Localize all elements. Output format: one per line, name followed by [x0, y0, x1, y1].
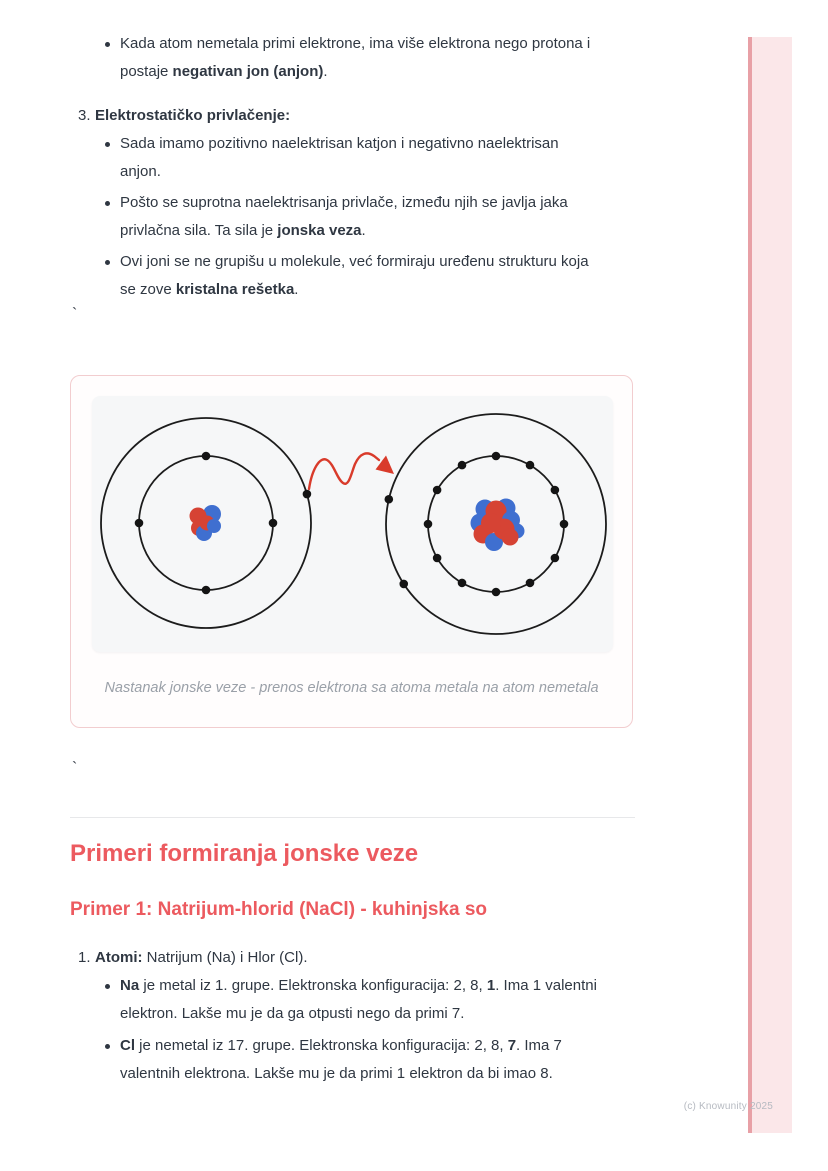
numbered-item-heading	[70, 944, 635, 972]
nonmetal-atom-electron	[458, 461, 467, 470]
subsection-heading: Primer 1: Natrijum-hlorid (NaCl) - kuhinjska so	[70, 899, 488, 920]
list-item	[70, 189, 635, 245]
numbered-item-1	[70, 944, 635, 1088]
bullet-dot-icon	[105, 201, 110, 206]
nonmetal-atom-electron	[433, 554, 442, 563]
metal-atom-electron	[202, 586, 211, 595]
nonmetal-atom-nucleus-particle	[481, 513, 501, 533]
bullet-dot-icon	[105, 42, 110, 47]
stray-backtick: `	[72, 306, 78, 323]
section-divider	[70, 817, 635, 818]
list-item	[70, 1032, 635, 1088]
list-number: 3.	[78, 107, 91, 124]
right-margin-highlight-bar	[748, 37, 792, 1133]
watermark: (c) Knowunity 2025	[683, 1101, 773, 1112]
nonmetal-atom-electron	[526, 461, 535, 470]
paragraph: Elektrostatičko privlačenje:	[95, 107, 291, 124]
numbered-item-heading	[70, 102, 635, 130]
electron-transfer-arrow	[309, 453, 379, 489]
metal-atom-electron	[135, 519, 144, 528]
bullet-dot-icon	[105, 142, 110, 147]
metal-atom-nucleus-particle	[207, 519, 221, 533]
atoms-diagram-panel	[92, 396, 613, 652]
nonmetal-atom-electron	[492, 588, 501, 597]
numbered-item-3	[70, 102, 635, 304]
section-heading: Primeri formiranja jonske veze	[70, 840, 419, 867]
nonmetal-atom-electron	[433, 486, 442, 495]
stray-backtick: `	[72, 760, 78, 777]
paragraph: Cl je nemetal iz 17. grupe. Elektronska konfiguracija: 2, 8, 7. Ima 7 valentnih elektrona. Lakše mu je da primi 1 elektron da bi imao 8.	[120, 1037, 562, 1082]
metal-atom-electron	[269, 519, 278, 528]
nonmetal-atom-valence-electron	[385, 495, 394, 504]
figure-caption: Nastanak jonske veze - prenos elektrona sa atoma metala na atom nemetala	[104, 680, 599, 696]
nonmetal-atom-electron	[551, 554, 560, 563]
list-item	[70, 972, 635, 1028]
nonmetal-atom-valence-electron	[399, 580, 408, 589]
nonmetal-atom-electron	[424, 520, 433, 529]
intro-bullet-list	[70, 30, 635, 86]
paragraph: Pošto se suprotna naelektrisanja privlače, između njih se javlja jaka privlačna sila. Ta sila je jonska veza.	[120, 194, 568, 239]
paragraph: Na je metal iz 1. grupe. Elektronska konfiguracija: 2, 8, 1. Ima 1 valentni elektron. Lakše mu je da ga otpusti nego da primi 7.	[120, 977, 597, 1022]
nonmetal-atom-electron	[526, 579, 535, 588]
nonmetal-atom-electron	[551, 486, 560, 495]
sub-bullet-list	[70, 972, 635, 1088]
ionic-bond-diagram	[92, 396, 613, 652]
list-number: 1.	[78, 949, 91, 966]
nonmetal-atom-electron	[492, 452, 501, 461]
paragraph: Ovi joni se ne grupišu u molekule, već formiraju uređenu strukturu koja se zove kristalna rešetka.	[120, 253, 589, 298]
figure-ionic-bond	[70, 375, 633, 728]
bullet-dot-icon	[105, 260, 110, 265]
bullet-dot-icon	[105, 1044, 110, 1049]
nonmetal-atom-electron	[458, 579, 467, 588]
nonmetal-atom-nucleus-particle	[502, 529, 519, 546]
list-item	[70, 248, 635, 304]
sub-bullet-list	[70, 130, 635, 304]
nonmetal-atom-electron	[560, 520, 569, 529]
bullet-dot-icon	[105, 984, 110, 989]
paragraph: Sada imamo pozitivno naelektrisan katjon i negativno naelektrisan anjon.	[120, 135, 559, 180]
list-item	[70, 30, 635, 86]
paragraph: Atomi: Natrijum (Na) i Hlor (Cl).	[95, 949, 308, 966]
metal-atom-valence-electron	[303, 490, 312, 499]
metal-atom-electron	[202, 452, 211, 461]
paragraph: Kada atom nemetala primi elektrone, ima više elektrona nego protona i postaje negativan jon (anjon).	[120, 35, 591, 80]
list-item	[70, 130, 635, 186]
